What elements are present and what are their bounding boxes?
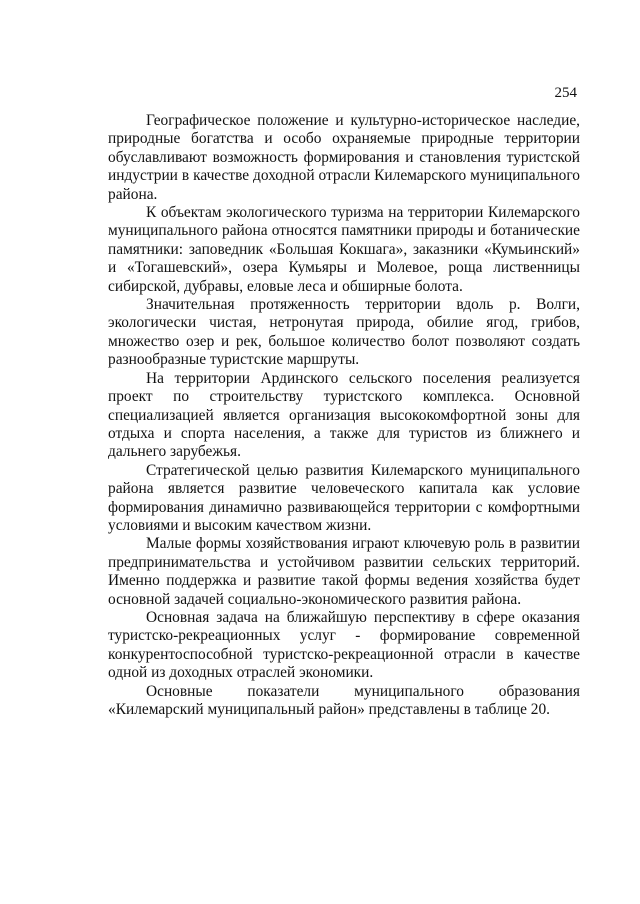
paragraph-table-reference: Основные показатели муниципального образования «Килемарский муниципальный район» представлены в таблице 20. (108, 682, 580, 718)
paragraph-tourist-routes: Значительная протяженность территории вдоль р. Волги, экологически чистая, нетронутая природа, обилие ягод, грибов, множество озер и рек, большое количество болот позволяют создать разнообразные туристские маршруты. (108, 296, 580, 369)
paragraph-strategic-goal: Стратегической целью развития Килемарского муниципального района является развитие человеческого капитала как условие формирования динамично развивающейся территории с комфортными условиями и высоким качеством жизни. (108, 461, 580, 534)
page-number: 254 (554, 85, 577, 101)
paragraph-ecotourism-objects: К объектам экологического туризма на территории Килемарского муниципального района относятся памятники природы и ботанические памятники: заповедник «Большая Кокшага», заказники «Кумьинский» и «Тогашевский», озера Кумьяры и Молевое, роща лиственницы сибирской, дубравы, еловые леса и обширные болота. (108, 204, 580, 295)
paragraph-tourist-complex: На территории Ардинского сельского поселения реализуется проект по строительству туристского комплекса. Основной специализацией является организация высококомфортной зоны для отдыха и спорта населения, а также для туристов из ближнего и дальнего зарубежья. (108, 369, 580, 461)
paragraph-main-task: Основная задача на ближайшую перспективу в сфере оказания туристско-рекреационных услуг - формирование современной конкурентоспособной туристско-рекреационной отрасли в качестве одной из доходных отраслей экономики. (108, 608, 580, 682)
document-body (108, 112, 580, 719)
paragraph-small-business: Малые формы хозяйствования играют ключевую роль в развитии предпринимательства и устойчивом развитии сельских территорий. Именно поддержка и развитие такой формы ведения хозяйства будет основной задачей социально-экономического развития района. (108, 535, 580, 608)
paragraph-geographic-position: Географическое положение и культурно-историческое наследие, природные богатства и особо охраняемые природные территории обуславливают возможность формирования и становления туристской индустрии в качестве доходной отрасли Килемарского муниципального района. (108, 112, 580, 203)
